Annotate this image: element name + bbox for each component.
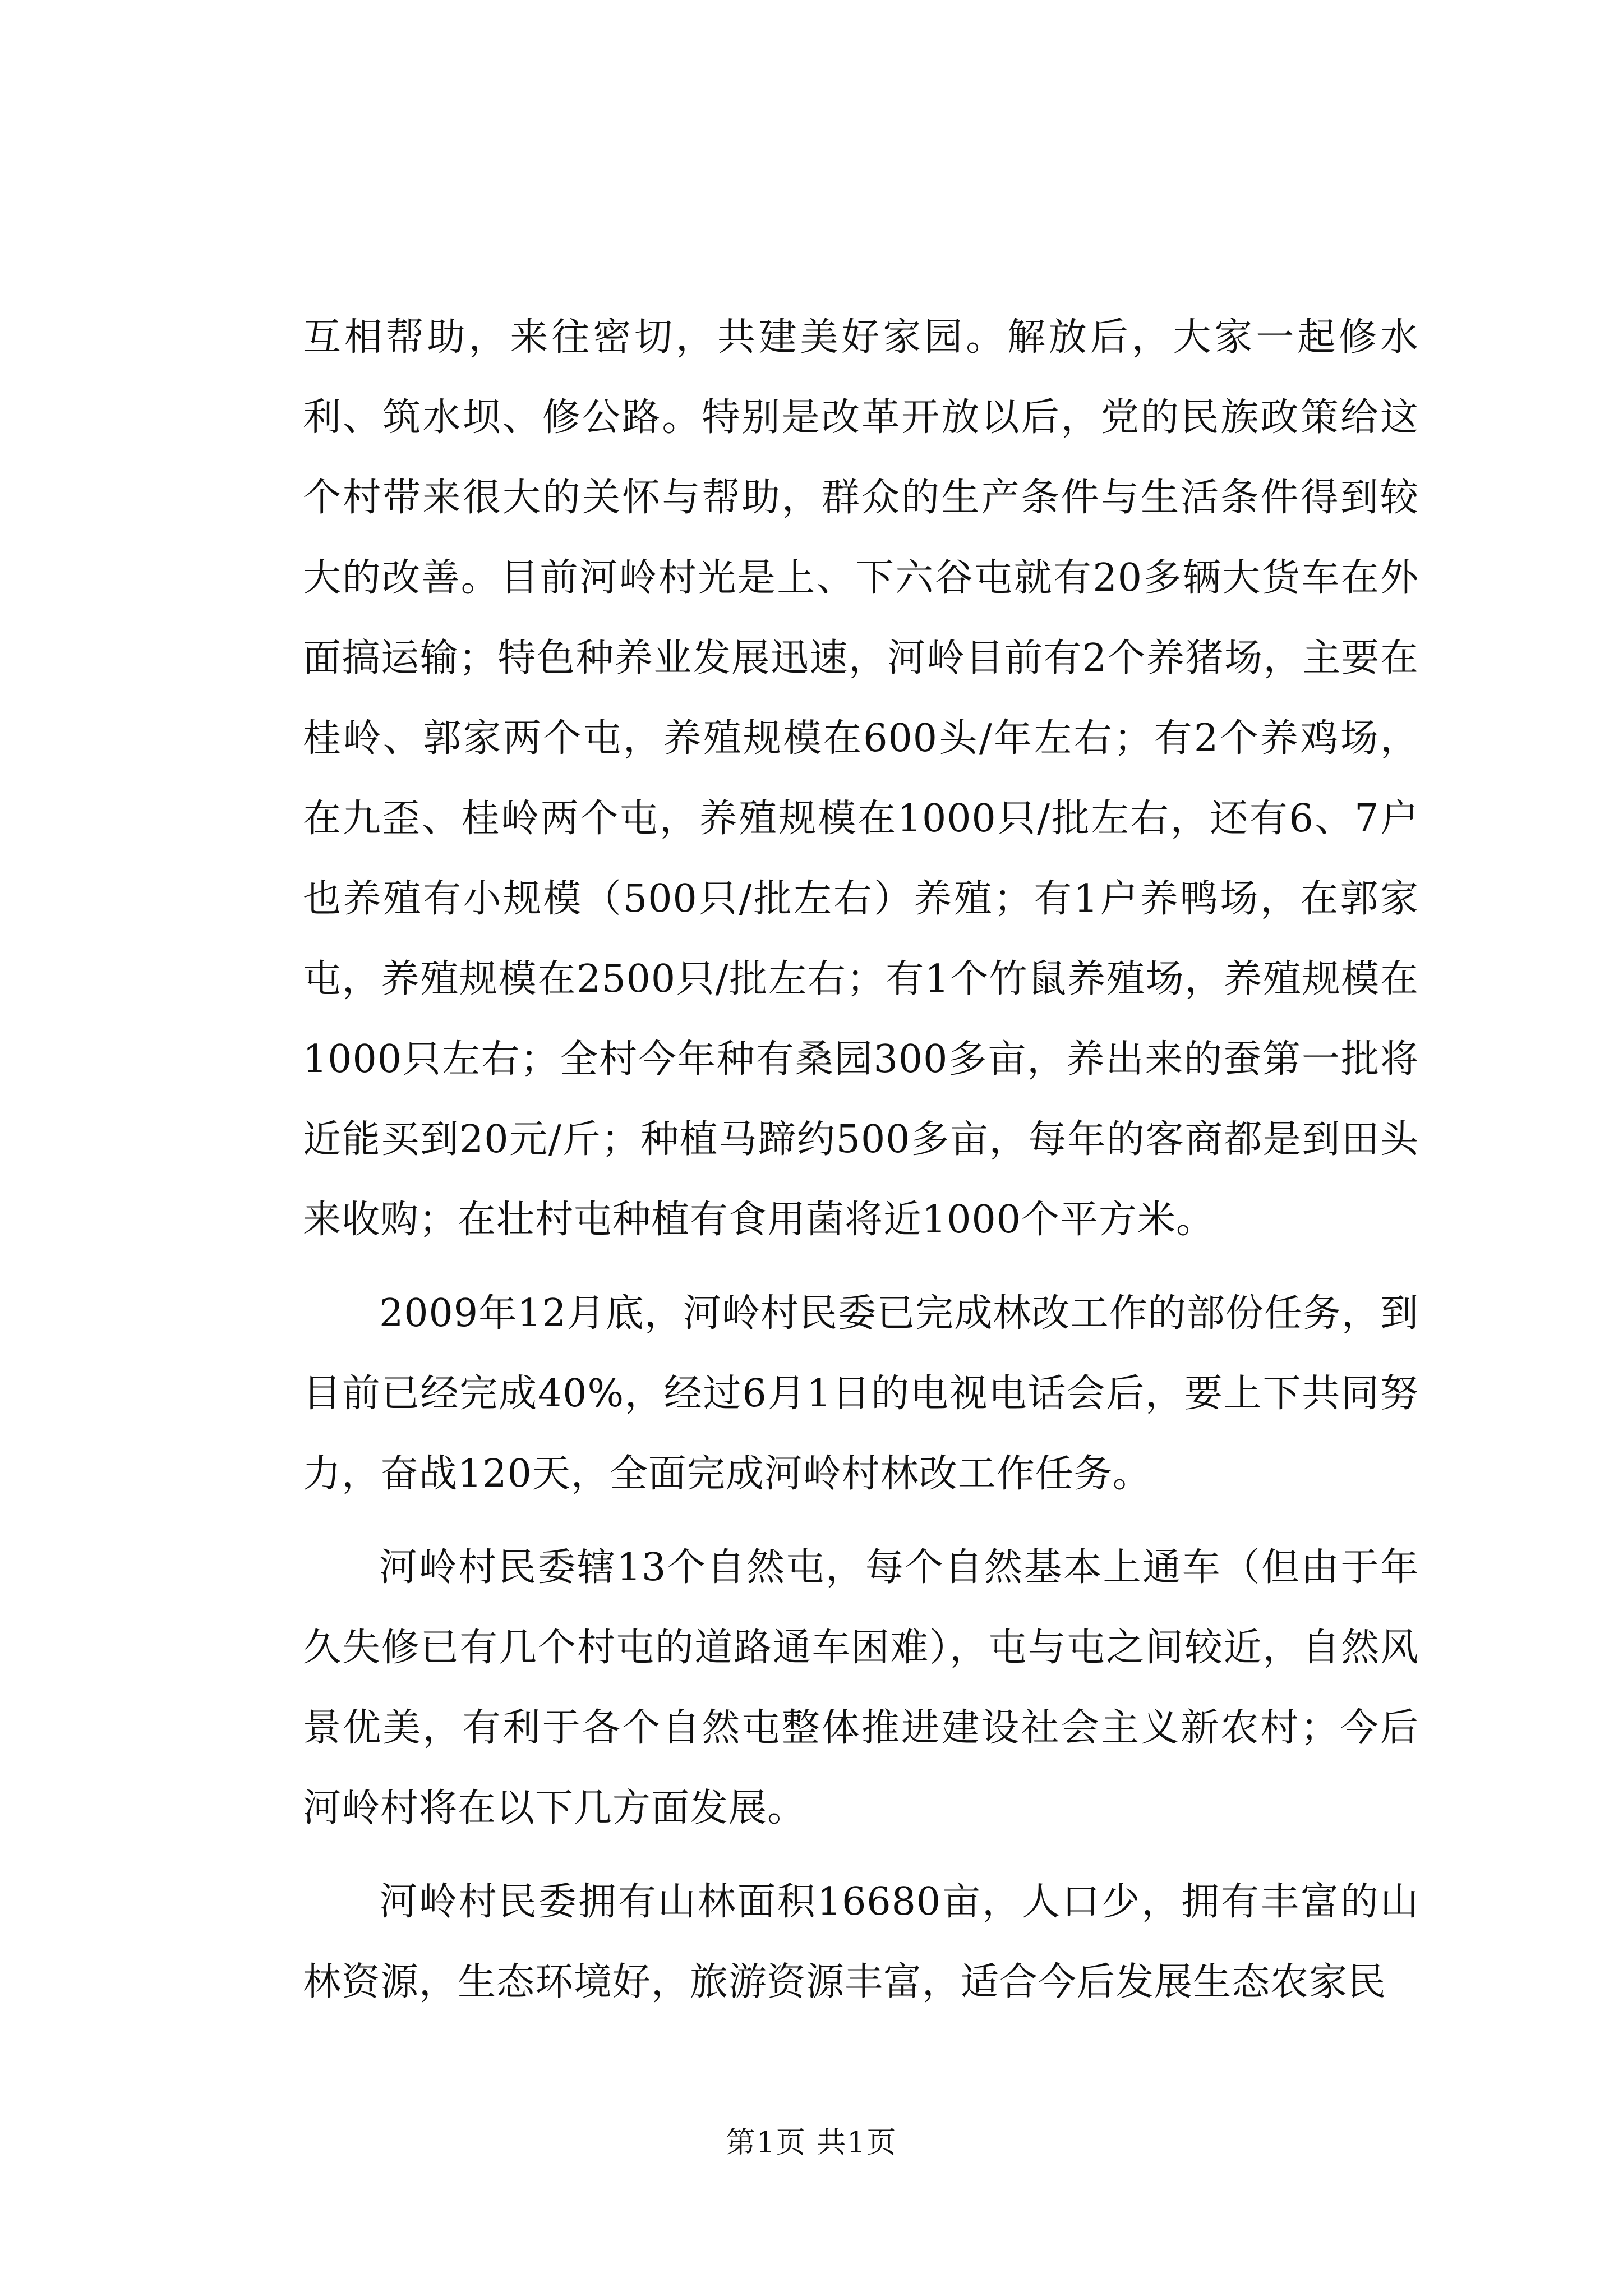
paragraph-1: 互相帮助，来往密切，共建美好家园。解放后，大家一起修水利、筑水坝、修公路。特别是改革开放以后，党的民族政策给这个村带来很大的关怀与帮助，群众的生产条件与生活条件得到较大的改善。目前河岭村光是上、下六谷屯就有20多辆大货车在外面搞运输；特色种养业发展迅速，河岭目前有2个养猪场，主要在桂岭、郭家两个屯，养殖规模在600头/年左右；有2个养鸡场，在九歪、桂岭两个屯，养殖规模在1000只/批左右，还有6、7户也养殖有小规模（500只/批左右）养殖；有1户养鸭场，在郭家屯，养殖规模在2500只/批左右；有1个竹鼠养殖场，养殖规模在1000只左右；全村今年种有桑园300多亩，养出来的蚕第一批将近能买到20元/斤；种植马蹄约500多亩，每年的客商都是到田头来收购；在壮村屯种植有食用菌将近1000个平方米。	[303, 315, 1419, 1242]
paragraph-3: 河岭村民委辖13个自然屯，每个自然基本上通车（但由于年久失修已有几个村屯的道路通车困难），屯与屯之间较近，自然风景优美，有利于各个自然屯整体推进建设社会主义新农村；今后河岭村将在以下几方面发展。	[303, 1545, 1419, 1830]
document-body	[303, 297, 1419, 2022]
paragraph-4: 河岭村民委拥有山林面积16680亩，人口少，拥有丰富的山林资源，生态环境好，旅游资源丰富，适合今后发展生态农家民	[303, 1880, 1419, 2004]
page-number-footer: 第1页 共1页	[726, 2126, 897, 2160]
paragraph-2: 2009年12月底，河岭村民委已完成林改工作的部份任务，到目前已经完成40%，经过6月1日的电视电话会后，要上下共同努力，奋战120天，全面完成河岭村林改工作任务。	[303, 1291, 1419, 1496]
